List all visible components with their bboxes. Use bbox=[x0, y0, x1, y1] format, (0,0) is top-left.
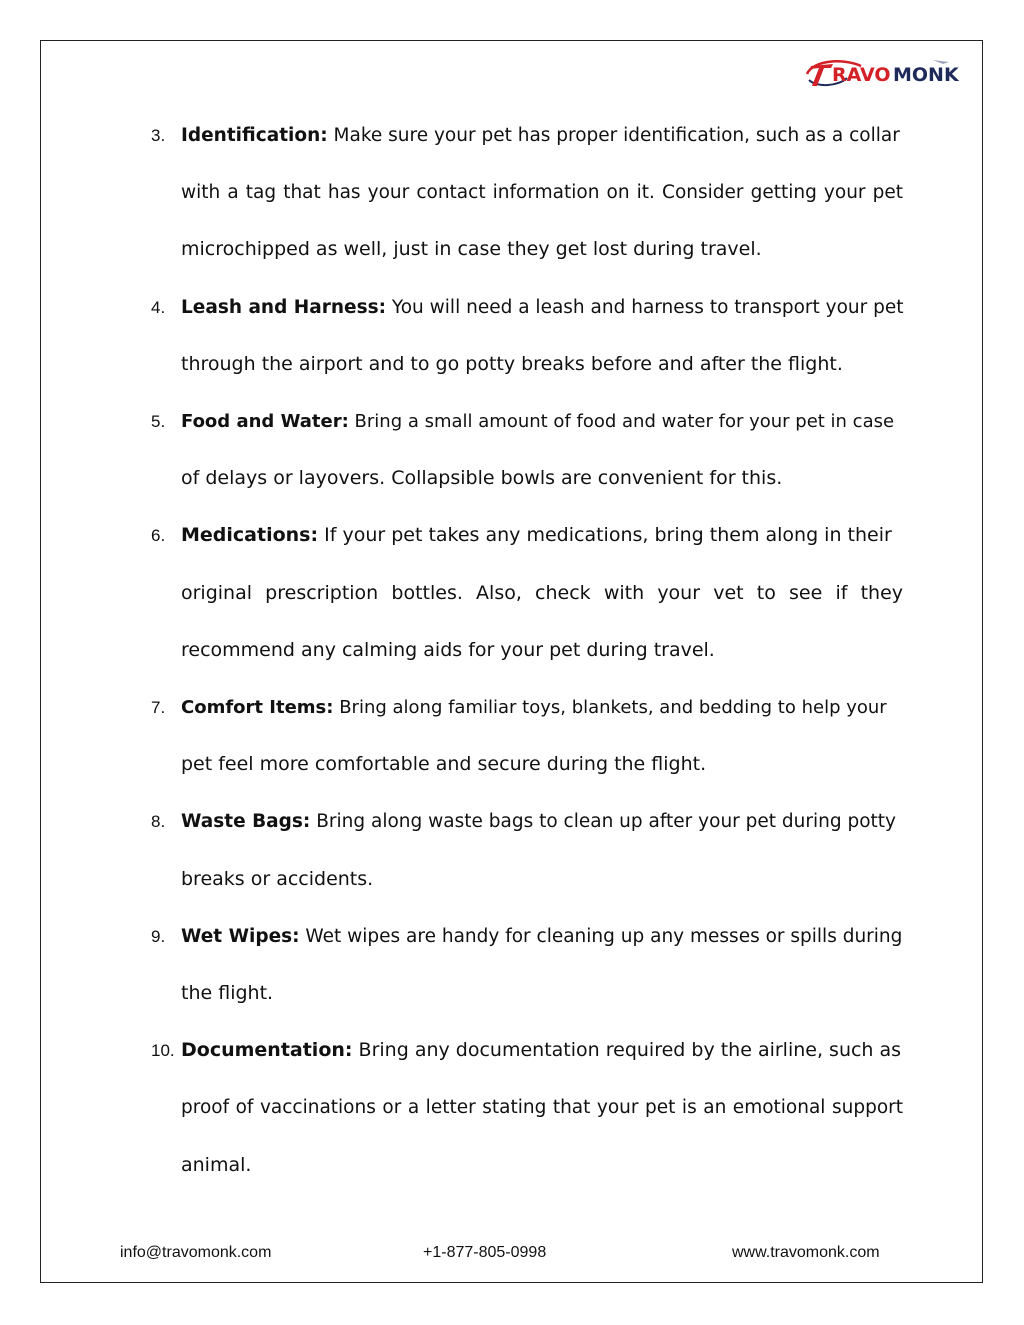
list-item-term: Identification: bbox=[181, 125, 328, 146]
list-item-term: Medications: bbox=[181, 524, 319, 547]
list-item-text: Wet wipes are handy for cleaning up any messes or spills during bbox=[299, 925, 903, 947]
footer-phone[interactable]: +1-877-805-0998 bbox=[423, 1244, 547, 1261]
list-item-text: Bring along waste bags to clean up after your pet during potty bbox=[310, 811, 896, 833]
list-item-line: of delays or layovers. Collapsible bowls are convenient for this. bbox=[181, 467, 783, 490]
list-item-term: Waste Bags: bbox=[181, 811, 311, 833]
list-item-term: Leash and Harness: bbox=[181, 296, 387, 318]
list-item-line bbox=[181, 507, 903, 564]
list-item-text: Bring along familiar toys, blankets, and bedding to help your bbox=[333, 697, 887, 718]
list-item-number: 3. bbox=[151, 126, 166, 145]
list-item-number: 5. bbox=[151, 412, 166, 431]
list-item-line: with a tag that has your contact information on it. Consider getting your pet bbox=[181, 182, 903, 204]
footer-email[interactable]: info@travomonk.com bbox=[120, 1244, 272, 1261]
list-item-line bbox=[181, 107, 903, 164]
list-item-text: Make sure your pet has proper identification, such as a collar bbox=[327, 125, 900, 146]
list-item-line: animal. bbox=[181, 1153, 252, 1176]
list-item-number: 6. bbox=[151, 526, 166, 546]
list-item-line: original prescription bottles. Also, check with your vet to see if they bbox=[181, 581, 903, 604]
list-item-text: If your pet takes any medications, bring them along in their bbox=[318, 524, 892, 547]
list-item-text: Bring any documentation required by the airline, such as bbox=[352, 1039, 902, 1062]
list-item-line bbox=[181, 393, 903, 450]
list-item-line: recommend any calming aids for your pet during travel. bbox=[181, 638, 715, 661]
footer bbox=[0, 1244, 1024, 1268]
list-item-line bbox=[181, 1022, 903, 1079]
logo-text-ravo: RAVO bbox=[832, 64, 891, 86]
list-item-term: Food and Water: bbox=[181, 411, 349, 432]
list-item-line bbox=[181, 793, 903, 850]
list-item-line bbox=[181, 279, 903, 336]
list-item-line bbox=[181, 679, 903, 736]
footer-website[interactable]: www.travomonk.com bbox=[732, 1244, 880, 1261]
logo-text-monk: MONK bbox=[893, 64, 959, 86]
list-item-number: 8. bbox=[151, 812, 166, 832]
list-item-line: the flight. bbox=[181, 982, 274, 1004]
travomonk-logo bbox=[803, 52, 973, 92]
list-item-number: 7. bbox=[151, 698, 166, 717]
list-item-number: 9. bbox=[151, 926, 166, 946]
list-item-line: microchipped as well, just in case they get lost during travel. bbox=[181, 238, 762, 261]
list-item-term: Wet Wipes: bbox=[181, 925, 300, 947]
list-item-text: Bring a small amount of food and water for your pet in case bbox=[348, 411, 895, 432]
list-item-term: Documentation: bbox=[181, 1039, 353, 1062]
list-item-line bbox=[181, 908, 903, 965]
list-item-number: 4. bbox=[151, 297, 166, 317]
list-item-line: breaks or accidents. bbox=[181, 867, 374, 890]
list-item-line: through the airport and to go potty breaks before and after the flight. bbox=[181, 352, 843, 375]
list-item-line: pet feel more comfortable and secure during the flight. bbox=[181, 753, 707, 776]
list-item-text: You will need a leash and harness to transport your pet bbox=[386, 296, 904, 318]
list-item-line: proof of vaccinations or a letter stating that your pet is an emotional support bbox=[181, 1097, 903, 1119]
list-item-term: Comfort Items: bbox=[181, 697, 334, 718]
list-item-number: 10. bbox=[151, 1041, 175, 1061]
